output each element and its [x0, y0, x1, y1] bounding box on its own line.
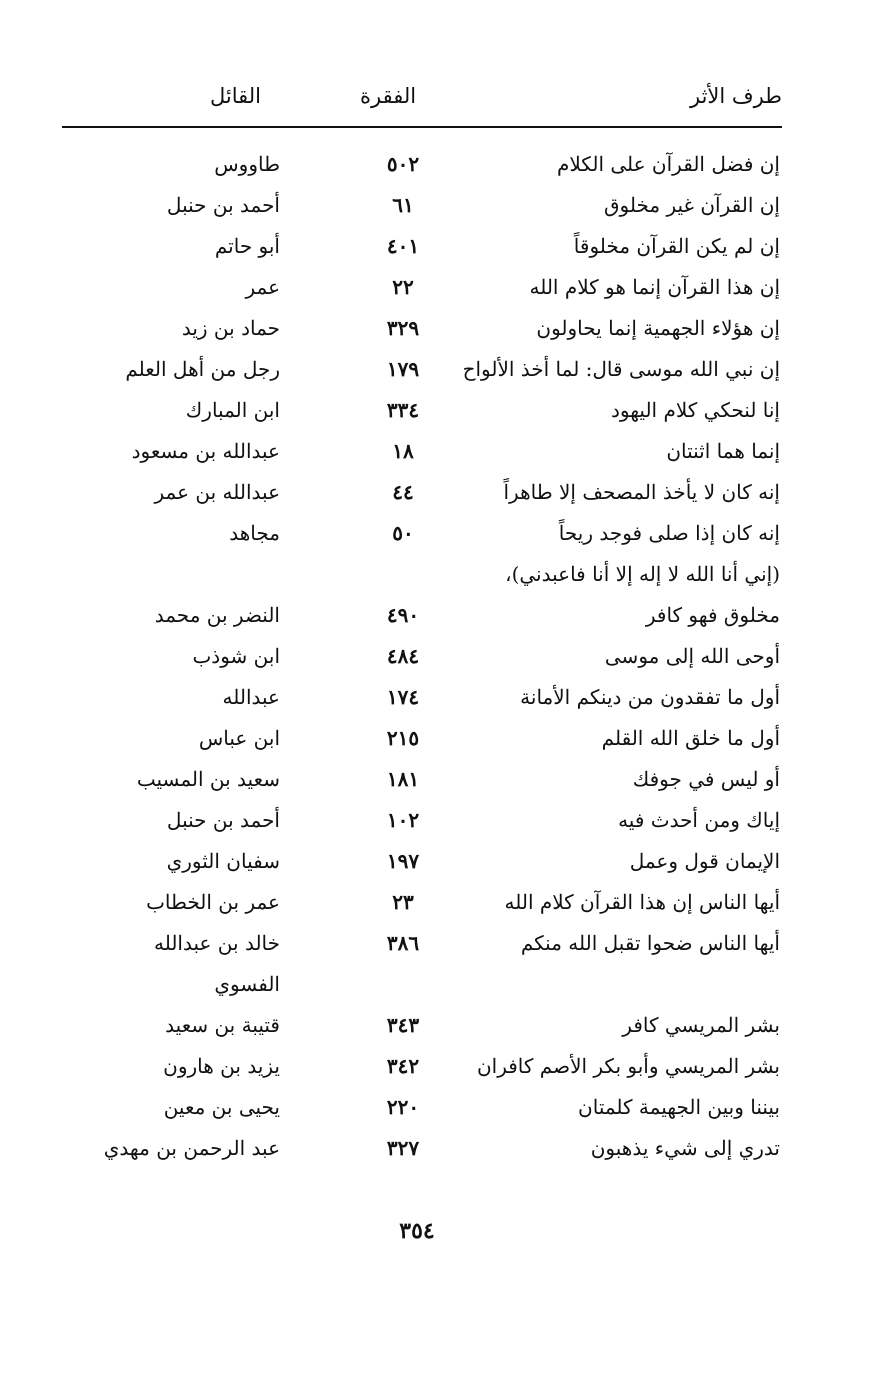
table-row	[0, 472, 885, 512]
faqra-number: ٢٢٠	[386, 1095, 420, 1119]
faqra-number: ٤٤	[392, 480, 414, 504]
athar-text: إنه كان لا يأخذ المصحف إلا طاهراً	[503, 480, 780, 504]
table-row	[0, 677, 885, 717]
sayer-name: الفسوي	[214, 972, 280, 996]
table-row	[0, 841, 885, 881]
header-athar: طرف الأثر	[690, 84, 782, 108]
sayer-name: أحمد بن حنبل	[166, 808, 280, 832]
athar-text: إن فضل القرآن على الكلام	[556, 152, 780, 176]
athar-text: إن لم يكن القرآن مخلوقاً	[573, 234, 780, 258]
faqra-number: ١٩٧	[386, 849, 420, 873]
sayer-name: خالد بن عبدالله	[153, 931, 280, 955]
page-number: ٣٥٤	[399, 1218, 435, 1244]
table-row	[0, 1046, 885, 1086]
athar-text: إن نبي الله موسى قال: لما أخذ الألواح	[462, 357, 780, 381]
faqra-number: ٣٤٢	[386, 1054, 420, 1078]
faqra-number: ٣٢٩	[386, 316, 420, 340]
table-row	[0, 923, 885, 963]
athar-text: بيننا وبين الجهيمة كلمتان	[578, 1095, 780, 1119]
athar-text: أيها الناس ضحوا تقبل الله منكم	[520, 931, 780, 955]
table-row	[0, 718, 885, 758]
sayer-name: عمر	[245, 275, 280, 299]
athar-text: أول ما تفقدون من دينكم الأمانة	[520, 685, 780, 709]
sayer-name: سعيد بن المسيب	[136, 767, 280, 791]
table-row	[0, 1005, 885, 1045]
faqra-number: ١٧٩	[386, 357, 420, 381]
faqra-number: ٥٠٢	[386, 152, 420, 176]
athar-text: إنه كان إذا صلى فوجد ريحاً	[558, 521, 780, 545]
sayer-name: يحيى بن معين	[163, 1095, 280, 1119]
sayer-name: ابن المبارك	[185, 398, 280, 422]
faqra-number: ٣٣٤	[386, 398, 420, 422]
sayer-name: النضر بن محمد	[154, 603, 280, 627]
sayer-name: حماد بن زيد	[181, 316, 280, 340]
table-row	[0, 595, 885, 635]
sayer-name: ابن عباس	[198, 726, 280, 750]
athar-text: مخلوق فهو كافر	[645, 603, 780, 627]
table-row	[0, 1087, 885, 1127]
athar-text: (إني أنا الله لا إله إلا أنا فاعبدني)،	[505, 562, 780, 586]
athar-text: تدري إلى شيء يذهبون	[590, 1136, 780, 1160]
sayer-name: عبدالله	[222, 685, 280, 709]
header-faqra: الفقرة	[360, 84, 417, 108]
sayer-name: عبدالله بن مسعود	[131, 439, 280, 463]
sayer-name: عمر بن الخطاب	[146, 890, 280, 914]
sayer-name: مجاهد	[229, 521, 280, 545]
athar-text: بشر المريسي وأبو بكر الأصم كافران	[476, 1054, 780, 1078]
faqra-number: ٥٠	[392, 521, 414, 545]
sayer-name: قتيبة بن سعيد	[165, 1013, 280, 1037]
table-row	[0, 554, 885, 594]
faqra-number: ١٠٢	[386, 808, 420, 832]
faqra-number: ٣٢٧	[386, 1136, 420, 1160]
table-row	[0, 1128, 885, 1168]
faqra-number: ٤٠١	[386, 234, 420, 258]
athar-text: الإيمان قول وعمل	[629, 849, 780, 873]
sayer-name: ابن شوذب	[192, 644, 280, 668]
athar-text: إن هؤلاء الجهمية إنما يحاولون	[536, 316, 780, 340]
faqra-number: ٤٨٤	[386, 644, 420, 668]
athar-text: إنما هما اثنتان	[666, 439, 780, 463]
header-rule	[62, 126, 782, 128]
table-row	[0, 390, 885, 430]
athar-text: أول ما خلق الله القلم	[601, 726, 780, 750]
table-row	[0, 349, 885, 389]
table-row	[0, 226, 885, 266]
athar-text: أيها الناس إن هذا القرآن كلام الله	[504, 890, 780, 914]
faqra-number: ٣٤٣	[386, 1013, 420, 1037]
athar-text: بشر المريسي كافر	[622, 1013, 780, 1037]
table-row	[0, 513, 885, 553]
faqra-number: ٦١	[392, 193, 414, 217]
sayer-name: عبدالله بن عمر	[154, 480, 280, 504]
faqra-number: ٣٨٦	[386, 931, 420, 955]
athar-text: إياك ومن أحدث فيه	[618, 808, 780, 832]
sayer-name: سفيان الثوري	[166, 849, 280, 873]
table-row	[0, 431, 885, 471]
sayer-name: يزيد بن هارون	[163, 1054, 280, 1078]
table-row	[0, 964, 885, 1004]
faqra-number: ٢٣	[392, 890, 414, 914]
table-row	[0, 267, 885, 307]
faqra-number: ٢١٥	[386, 726, 420, 750]
athar-text: إنا لنحكي كلام اليهود	[610, 398, 780, 422]
sayer-name: عبد الرحمن بن مهدي	[103, 1136, 280, 1160]
athar-text: إن هذا القرآن إنما هو كلام الله	[529, 275, 780, 299]
athar-text: أوحى الله إلى موسى	[604, 644, 780, 668]
faqra-number: ١٨١	[386, 767, 420, 791]
table-row	[0, 144, 885, 184]
sayer-name: رجل من أهل العلم	[125, 357, 280, 381]
athar-text: إن القرآن غير مخلوق	[604, 193, 780, 217]
athar-text: أو ليس في جوفك	[632, 767, 780, 791]
table-row	[0, 636, 885, 676]
table-row	[0, 759, 885, 799]
faqra-number: ٢٢	[392, 275, 414, 299]
table-row	[0, 185, 885, 225]
sayer-name: طاووس	[214, 152, 280, 176]
table-header	[60, 84, 790, 120]
faqra-number: ١٨	[392, 439, 414, 463]
table-row	[0, 800, 885, 840]
sayer-name: أحمد بن حنبل	[166, 193, 280, 217]
header-qail: القائل	[210, 84, 262, 108]
faqra-number: ١٧٤	[386, 685, 420, 709]
table-row	[0, 308, 885, 348]
table-row	[0, 882, 885, 922]
sayer-name: أبو حاتم	[214, 234, 280, 258]
faqra-number: ٤٩٠	[386, 603, 420, 627]
